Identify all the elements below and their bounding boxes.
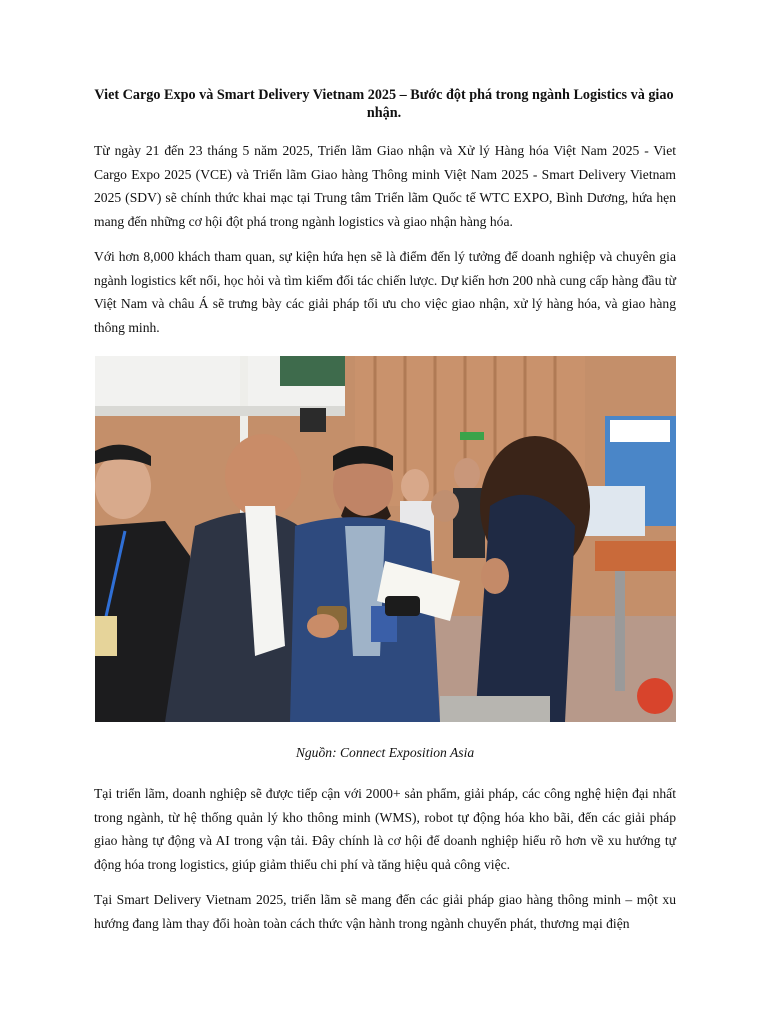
article-title: Viet Cargo Expo và Smart Delivery Vietnam 2025 – Bước đột phá trong ngành Logistics và giao nhận. bbox=[94, 87, 674, 121]
paragraph-visitors: Với hơn 8,000 khách tham quan, sự kiện hứa hẹn sẽ là điểm đến lý tưởng để doanh nghiệp và chuyên gia ngành logistics kết nối, học hỏi và tìm kiếm đối tác chiến lược. Dự kiến hơn 200 nhà cung cấp hàng đầu từ Việt Nam và châu Á sẽ trưng bày các giải pháp tối ưu cho việc giao nhận, xử lý hàng hóa, và giao hàng thông minh. bbox=[94, 249, 676, 335]
paragraph-smart-delivery: Tại Smart Delivery Vietnam 2025, triển lãm sẽ mang đến các giải pháp giao hàng thông minh – một xu hướng đang làm thay đổi hoàn toàn cách thức vận hành trong ngành chuyển phát, thương mại điện bbox=[94, 892, 676, 931]
paragraph-products: Tại triển lãm, doanh nghiệp sẽ được tiếp cận với 2000+ sản phẩm, giải pháp, các công nghệ hiện đại nhất trong ngành, từ hệ thống quản lý kho thông minh (WMS), robot tự động hóa kho bãi, đến các giải pháp giao hàng tự động và AI trong vận tải. Đây chính là cơ hội để doanh nghiệp hiểu rõ hơn về xu hướng tự động hóa trong logistics, giúp giảm thiểu chi phí và tăng hiệu quả công việc. bbox=[94, 786, 676, 872]
paragraph-intro: Từ ngày 21 đến 23 tháng 5 năm 2025, Triển lãm Giao nhận và Xử lý Hàng hóa Việt Nam 2025 - Viet Cargo Expo 2025 (VCE) và Triển lãm Giao hàng Thông minh Việt Nam 2025 - Smart Delivery Vietnam 2025 (SDV) sẽ chính thức khai mạc tại Trung tâm Triển lãm Quốc tế WTC EXPO, Bình Dương, hứa hẹn mang đến những cơ hội đột phá trong ngành logistics và giao nhận hàng hóa. bbox=[94, 143, 676, 229]
photo-caption: Nguồn: Connect Exposition Asia bbox=[295, 745, 475, 760]
event-photo bbox=[95, 356, 676, 722]
